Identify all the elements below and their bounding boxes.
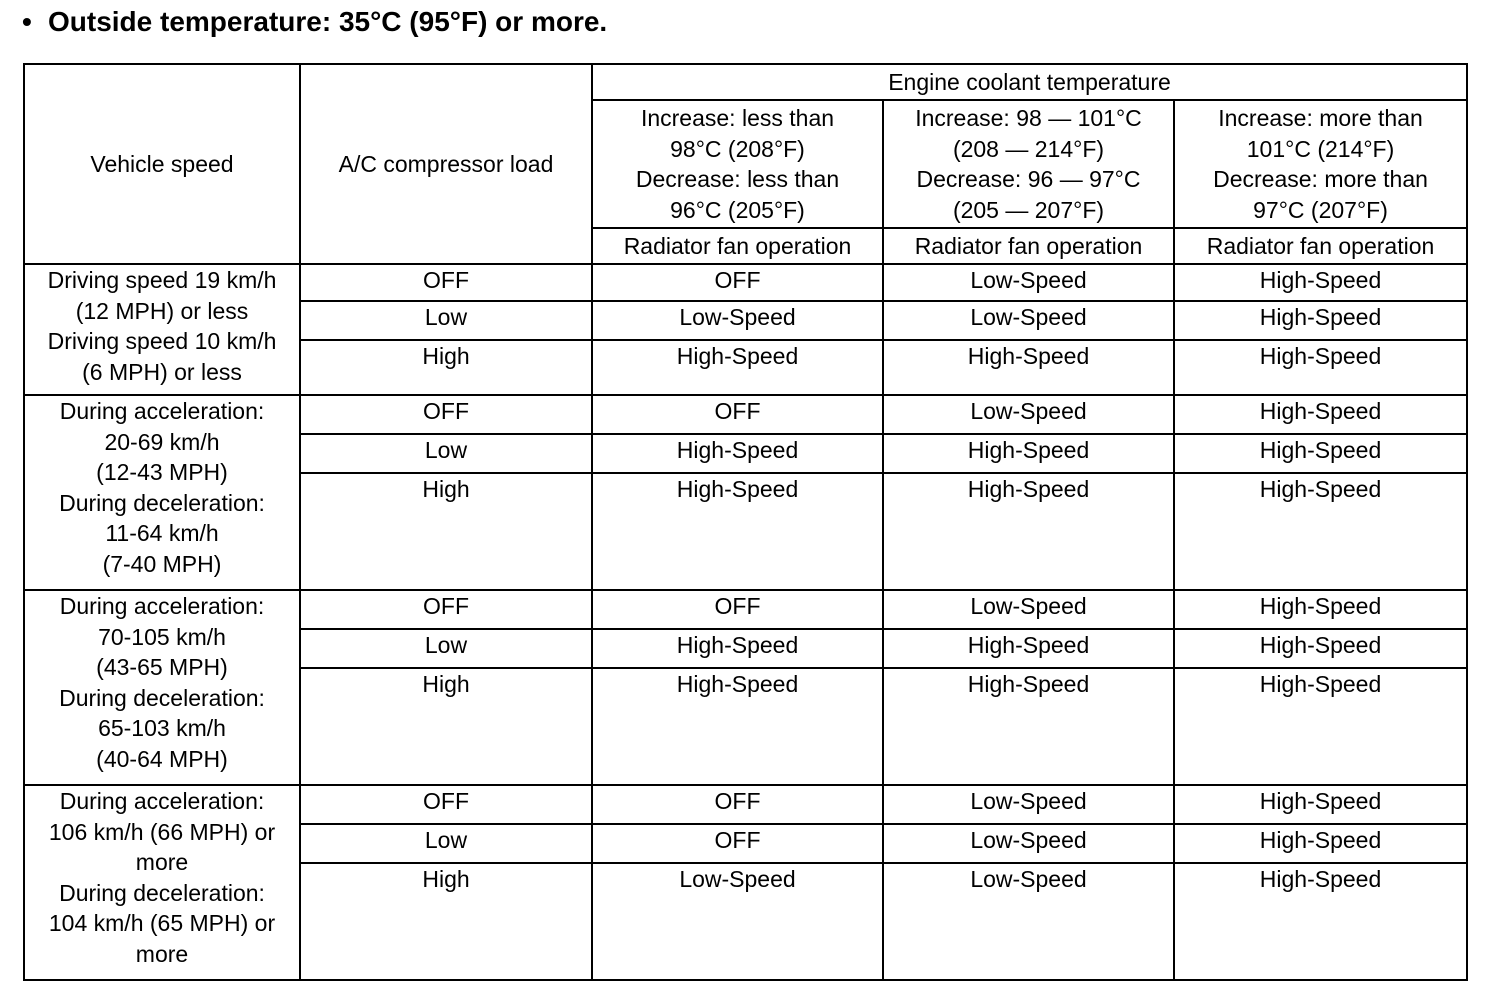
fan-operation-cell: Low-Speed (883, 785, 1174, 824)
vehicle-speed-cell (24, 395, 300, 590)
condition-line: 96°C (205°F) (670, 196, 805, 223)
fan-operation-cell: High-Speed (1174, 824, 1467, 863)
vehicle-speed-line: During acceleration: (59, 398, 265, 424)
fan-operation-cell: Low-Speed (883, 395, 1174, 434)
bullet-marker: • (22, 6, 32, 37)
ac-load-cell: OFF (300, 395, 592, 434)
vehicle-speed-line: (43-65 MPH) (96, 654, 228, 680)
condition-line: Increase: less than (640, 105, 835, 131)
ac-load-cell: High (300, 473, 592, 590)
vehicle-speed-line: During deceleration: (59, 489, 265, 516)
condition-line: Decrease: more than (1213, 166, 1428, 192)
header-row-coolant (24, 64, 1467, 100)
fan-operation-cell: High-Speed (1174, 264, 1467, 301)
header-fan-operation-2: Radiator fan operation (883, 228, 1174, 264)
ac-load-cell: Low (300, 434, 592, 473)
condition-line: 98°C (208°F) (670, 135, 805, 162)
ac-load-cell: High (300, 863, 592, 980)
vehicle-speed-line: (40-64 MPH) (96, 745, 228, 772)
fan-operation-cell: High-Speed (1174, 301, 1467, 340)
fan-operation-cell: OFF (592, 395, 883, 434)
table-row (24, 395, 1467, 434)
vehicle-speed-line: 65-103 km/h (98, 715, 226, 741)
fan-operation-cell: OFF (592, 590, 883, 629)
fan-operation-cell: Low-Speed (883, 863, 1174, 980)
vehicle-speed-cell (24, 785, 300, 980)
vehicle-speed-line: (12 MPH) or less (75, 297, 249, 324)
condition-line: 97°C (207°F) (1253, 196, 1388, 223)
fan-operation-cell: High-Speed (1174, 590, 1467, 629)
header-condition-1 (592, 100, 883, 228)
table-row (24, 590, 1467, 629)
ac-load-cell: Low (300, 629, 592, 668)
fan-operation-cell: High-Speed (592, 434, 883, 473)
vehicle-speed-cell (24, 590, 300, 785)
vehicle-speed-line: 11-64 km/h (105, 520, 219, 546)
header-ac-compressor-load: A/C compressor load (300, 64, 592, 264)
fan-operation-cell: Low-Speed (592, 863, 883, 980)
condition-line: 101°C (214°F) (1246, 135, 1395, 162)
vehicle-speed-cell (24, 264, 300, 395)
fan-operation-cell: High-Speed (883, 434, 1174, 473)
fan-operation-cell: High-Speed (592, 668, 883, 785)
page-title (22, 2, 607, 42)
vehicle-speed-line: During acceleration: (59, 788, 265, 814)
vehicle-speed-line: During deceleration: (59, 684, 265, 711)
vehicle-speed-line: 104 km/h (65 MPH) or (48, 910, 276, 936)
fan-operation-cell: OFF (592, 264, 883, 301)
ac-load-cell: OFF (300, 785, 592, 824)
fan-operation-cell: High-Speed (1174, 395, 1467, 434)
header-fan-operation-3: Radiator fan operation (1174, 228, 1467, 264)
header-condition-2 (883, 100, 1174, 228)
condition-line: Increase: 98 — 101°C (915, 105, 1142, 131)
header-condition-3 (1174, 100, 1467, 228)
fan-operation-cell: High-Speed (1174, 785, 1467, 824)
ac-load-cell: OFF (300, 590, 592, 629)
fan-operation-cell: Low-Speed (883, 301, 1174, 340)
fan-operation-cell: Low-Speed (883, 824, 1174, 863)
fan-operation-cell: High-Speed (1174, 629, 1467, 668)
ac-load-cell: High (300, 340, 592, 395)
fan-operation-cell: High-Speed (883, 473, 1174, 590)
fan-operation-cell: High-Speed (883, 629, 1174, 668)
fan-operation-cell: Low-Speed (883, 590, 1174, 629)
ac-load-cell: Low (300, 301, 592, 340)
vehicle-speed-line: 70-105 km/h (98, 623, 226, 650)
fan-operation-cell: High-Speed (1174, 863, 1467, 980)
fan-operation-cell: High-Speed (883, 668, 1174, 785)
fan-operation-cell: Low-Speed (883, 264, 1174, 301)
fan-operation-cell: High-Speed (1174, 340, 1467, 395)
vehicle-speed-line: more (135, 940, 189, 967)
ac-load-cell: Low (300, 824, 592, 863)
condition-line: Decrease: 96 — 97°C (916, 166, 1141, 192)
fan-operation-cell: High-Speed (883, 340, 1174, 395)
vehicle-speed-line: more (135, 849, 189, 875)
condition-line: Decrease: less than (635, 166, 840, 192)
condition-line: (205 — 207°F) (952, 196, 1105, 223)
fan-operation-cell: Low-Speed (592, 301, 883, 340)
fan-operation-cell: High-Speed (592, 473, 883, 590)
vehicle-speed-line: (12-43 MPH) (96, 459, 228, 485)
condition-line: Increase: more than (1218, 105, 1423, 131)
vehicle-speed-line: 20-69 km/h (104, 428, 220, 455)
ac-load-cell: High (300, 668, 592, 785)
condition-line: (208 — 214°F) (952, 135, 1105, 162)
vehicle-speed-line: (6 MPH) or less (82, 358, 242, 385)
fan-operation-cell: High-Speed (1174, 434, 1467, 473)
vehicle-speed-line: Driving speed 10 km/h (47, 328, 277, 354)
fan-operation-cell: High-Speed (592, 629, 883, 668)
fan-operation-cell: OFF (592, 785, 883, 824)
page-title-text: Outside temperature: 35°C (95°F) or more. (48, 6, 608, 37)
table-row (24, 264, 1467, 301)
fan-operation-cell: OFF (592, 824, 883, 863)
header-vehicle-speed: Vehicle speed (24, 64, 300, 264)
fan-operation-cell: High-Speed (592, 340, 883, 395)
table-row (24, 785, 1467, 824)
vehicle-speed-line: During deceleration: (59, 879, 265, 906)
vehicle-speed-line: (7-40 MPH) (102, 550, 222, 577)
radiator-fan-table (23, 63, 1468, 981)
header-engine-coolant-temperature: Engine coolant temperature (592, 64, 1467, 100)
fan-operation-cell: High-Speed (1174, 473, 1467, 590)
fan-operation-cell: High-Speed (1174, 668, 1467, 785)
vehicle-speed-line: Driving speed 19 km/h (47, 267, 277, 293)
vehicle-speed-line: 106 km/h (66 MPH) or (48, 818, 276, 845)
ac-load-cell: OFF (300, 264, 592, 301)
header-fan-operation-1: Radiator fan operation (592, 228, 883, 264)
vehicle-speed-line: During acceleration: (59, 593, 265, 619)
